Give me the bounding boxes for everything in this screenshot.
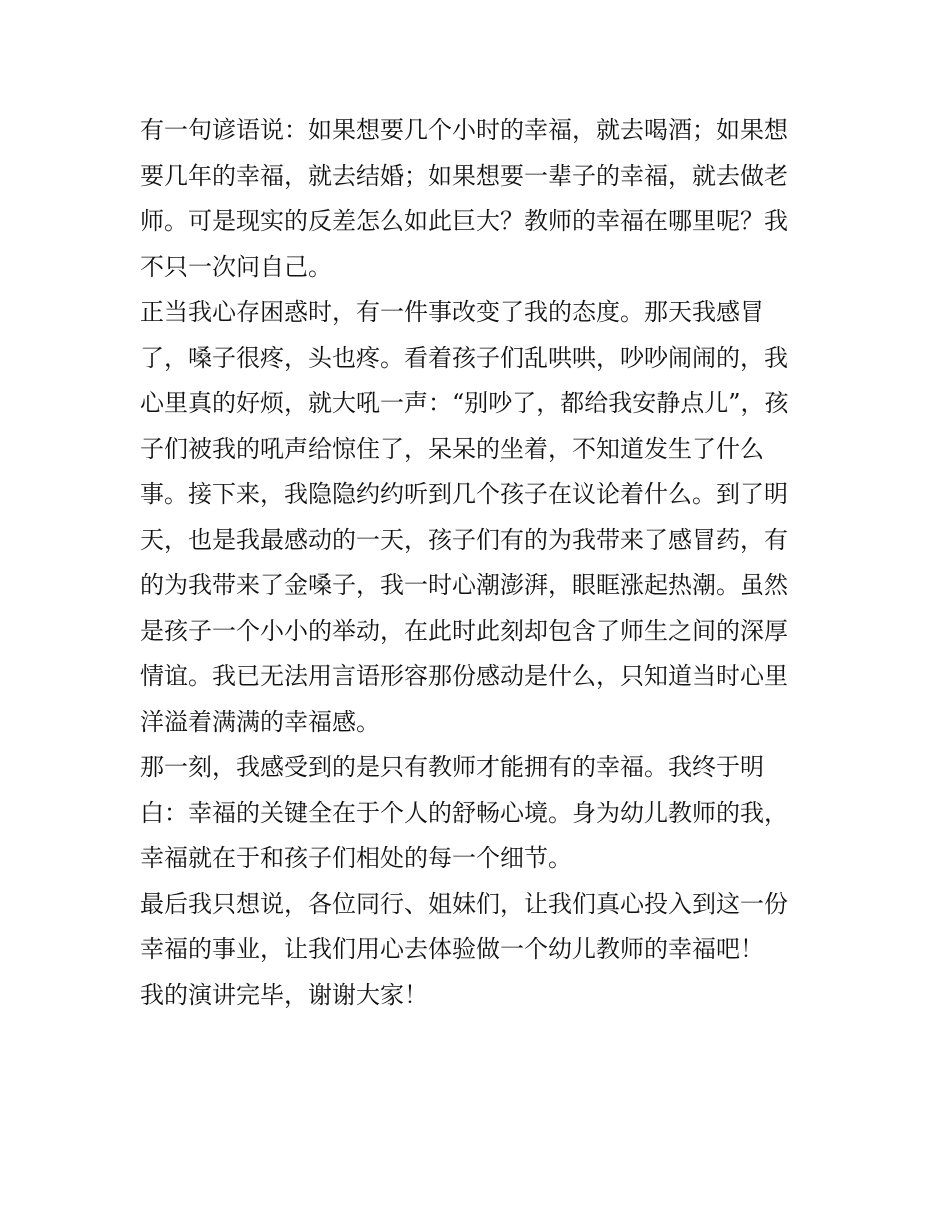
speech-text: [140, 110, 815, 1020]
text-line: 最后我只想说，各位同行、姐妹们，让我们真心投入到这一份: [140, 889, 788, 918]
text-line: 幸福就在于和孩子们相处的每一个细节。: [140, 844, 572, 872]
text-line: 事。接下来，我隐隐约约听到几个孩子在议论着什么。到了明: [140, 480, 788, 508]
text-line: 心里真的好烦，就大吼一声：“别吵了，都给我安静点儿”，孩: [140, 389, 789, 417]
text-line: 那一刻，我感受到的是只有教师才能拥有的幸福。我终于明: [140, 753, 764, 781]
text-line: 白：幸福的关键全在于个人的舒畅心境。身为幼儿教师的我，: [140, 798, 788, 827]
text-line: 了，嗓子很疼，头也疼。看着孩子们乱哄哄，吵吵闹闹的，我: [140, 343, 788, 372]
text-line: 不只一次问自己。: [140, 252, 332, 281]
text-line: 正当我心存困惑时，有一件事改变了我的态度。那天我感冒: [140, 298, 764, 326]
text-line: 是孩子一个小小的举动，在此时此刻却包含了师生之间的深厚: [140, 616, 788, 645]
text-line: 的为我带来了金嗓子，我一时心潮澎湃，眼眶涨起热潮。虽然: [140, 571, 788, 599]
text-line: 情谊。我已无法用言语形容那份感动是什么，只知道当时心里: [140, 662, 788, 690]
text-line: 子们被我的吼声给惊住了，呆呆的坐着，不知道发生了什么: [140, 434, 764, 463]
text-line: 洋溢着满满的幸福感。: [140, 707, 380, 736]
text-line: 天，也是我最感动的一天，孩子们有的为我带来了感冒药，有: [140, 525, 788, 554]
text-line: 幸福的事业，让我们用心去体验做一个幼儿教师的幸福吧！: [140, 935, 764, 963]
text-line: 我的演讲完毕，谢谢大家！: [140, 980, 428, 1009]
text-line: 有一句谚语说：如果想要几个小时的幸福，就去喝酒；如果想: [140, 116, 788, 144]
text-line: 要几年的幸福，就去结婚；如果想要一辈子的幸福，就去做老: [140, 161, 788, 190]
text-line: 师。可是现实的反差怎么如此巨大？教师的幸福在哪里呢？我: [140, 207, 788, 235]
